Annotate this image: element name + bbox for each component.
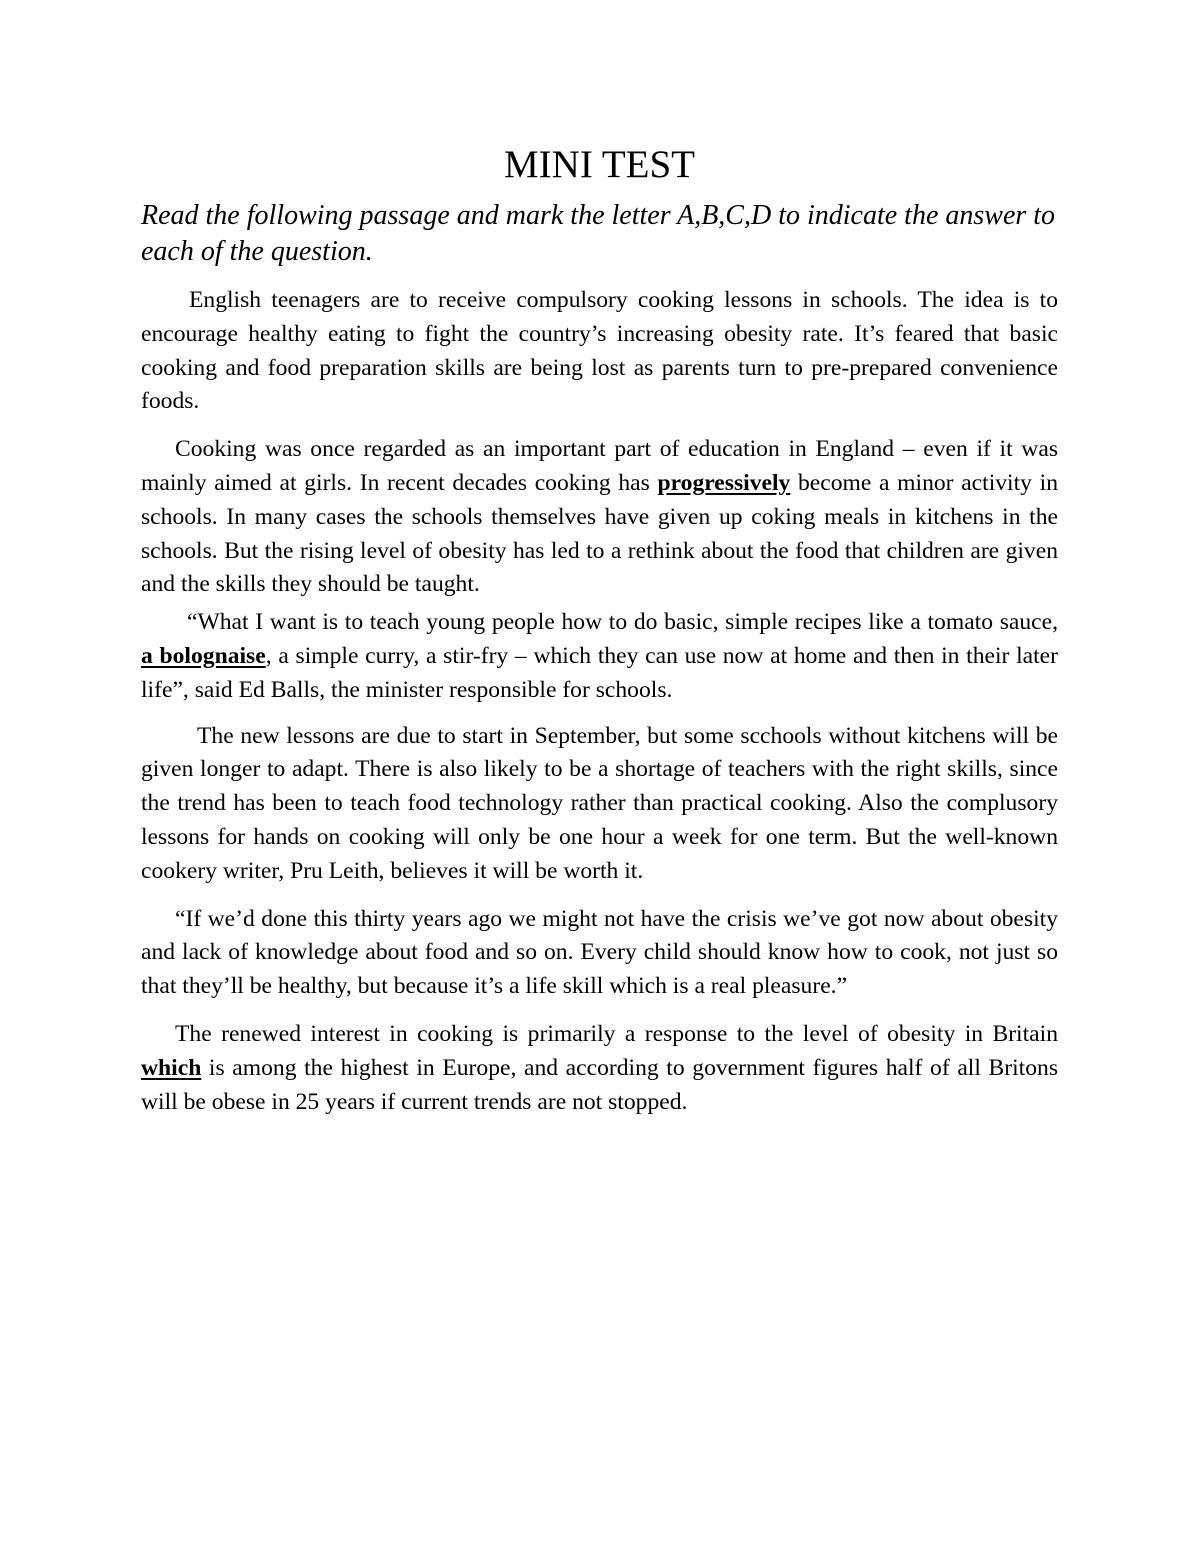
paragraph-3 xyxy=(141,606,1058,707)
paragraph-5: “If we’d done this thirty years ago we might not have the crisis we’ve got now about obesity and lack of knowledge about food and so on. Every child should know how to cook, not just so that they’ll be healthy, but because it’s a life skill which is a real pleasure.” xyxy=(141,905,1058,1000)
paragraph-4: The new lessons are due to start in September, but some scchools without kitchens will be given longer to adapt. There is also likely to be a shortage of teachers with the right skills, since the trend has been to teach food technology rather than practical cooking. Also the complusory lessons for hands on cooking will only be one hour a week for one term. But the well-known cookery writer, Pru Leith, believes it will be worth it. xyxy=(141,722,1058,884)
page-title: MINI TEST xyxy=(503,143,696,186)
keyword-progressively: progressively xyxy=(657,469,791,496)
instructions: Read the following passage and mark the letter A,B,C,D to indicate the answer to each of the question. xyxy=(141,200,1056,267)
document-page xyxy=(141,140,1058,1133)
paragraph-3-text-before: “What I want is to teach young people how to do basic, simple recipes like a tomato sauce, xyxy=(187,609,1058,636)
paragraph-3-text-after: , a simple curry, a stir-fry – which they can use now at home and then in their later life”, said Ed Balls, the minister responsible for schools. xyxy=(141,642,1059,703)
paragraph-2-text-after: become a minor activity in schools. In many cases the schools themselves have given up coking meals in kitchens in the schools. But the rising level of obesity has led to a rethink about the food that children are given and the skills they should be taught. xyxy=(141,469,1058,598)
paragraph-2-text-before: Cooking was once regarded as an important part of education in England – even if it was mainly aimed at girls. In recent decades cooking has xyxy=(141,436,1058,496)
paragraph-2 xyxy=(141,433,1058,602)
keyword-which: which xyxy=(141,1054,202,1081)
keyword-a-bolognaise: a bolognaise xyxy=(141,642,266,669)
paragraph-6-text-before: The renewed interest in cooking is primarily a response to the level of obesity in Britain xyxy=(175,1020,1058,1047)
paragraph-6-text-after: is among the highest in Europe, and according to government figures half of all Britons will be obese in 25 years if current trends are not stopped. xyxy=(141,1054,1058,1115)
paragraph-6 xyxy=(141,1018,1058,1119)
paragraph-1: English teenagers are to receive compulsory cooking lessons in schools. The idea is to encourage healthy eating to fight the country’s increasing obesity rate. It’s feared that basic cooking and food preparation skills are being lost as parents turn to pre-prepared convenience foods. xyxy=(141,287,1058,415)
